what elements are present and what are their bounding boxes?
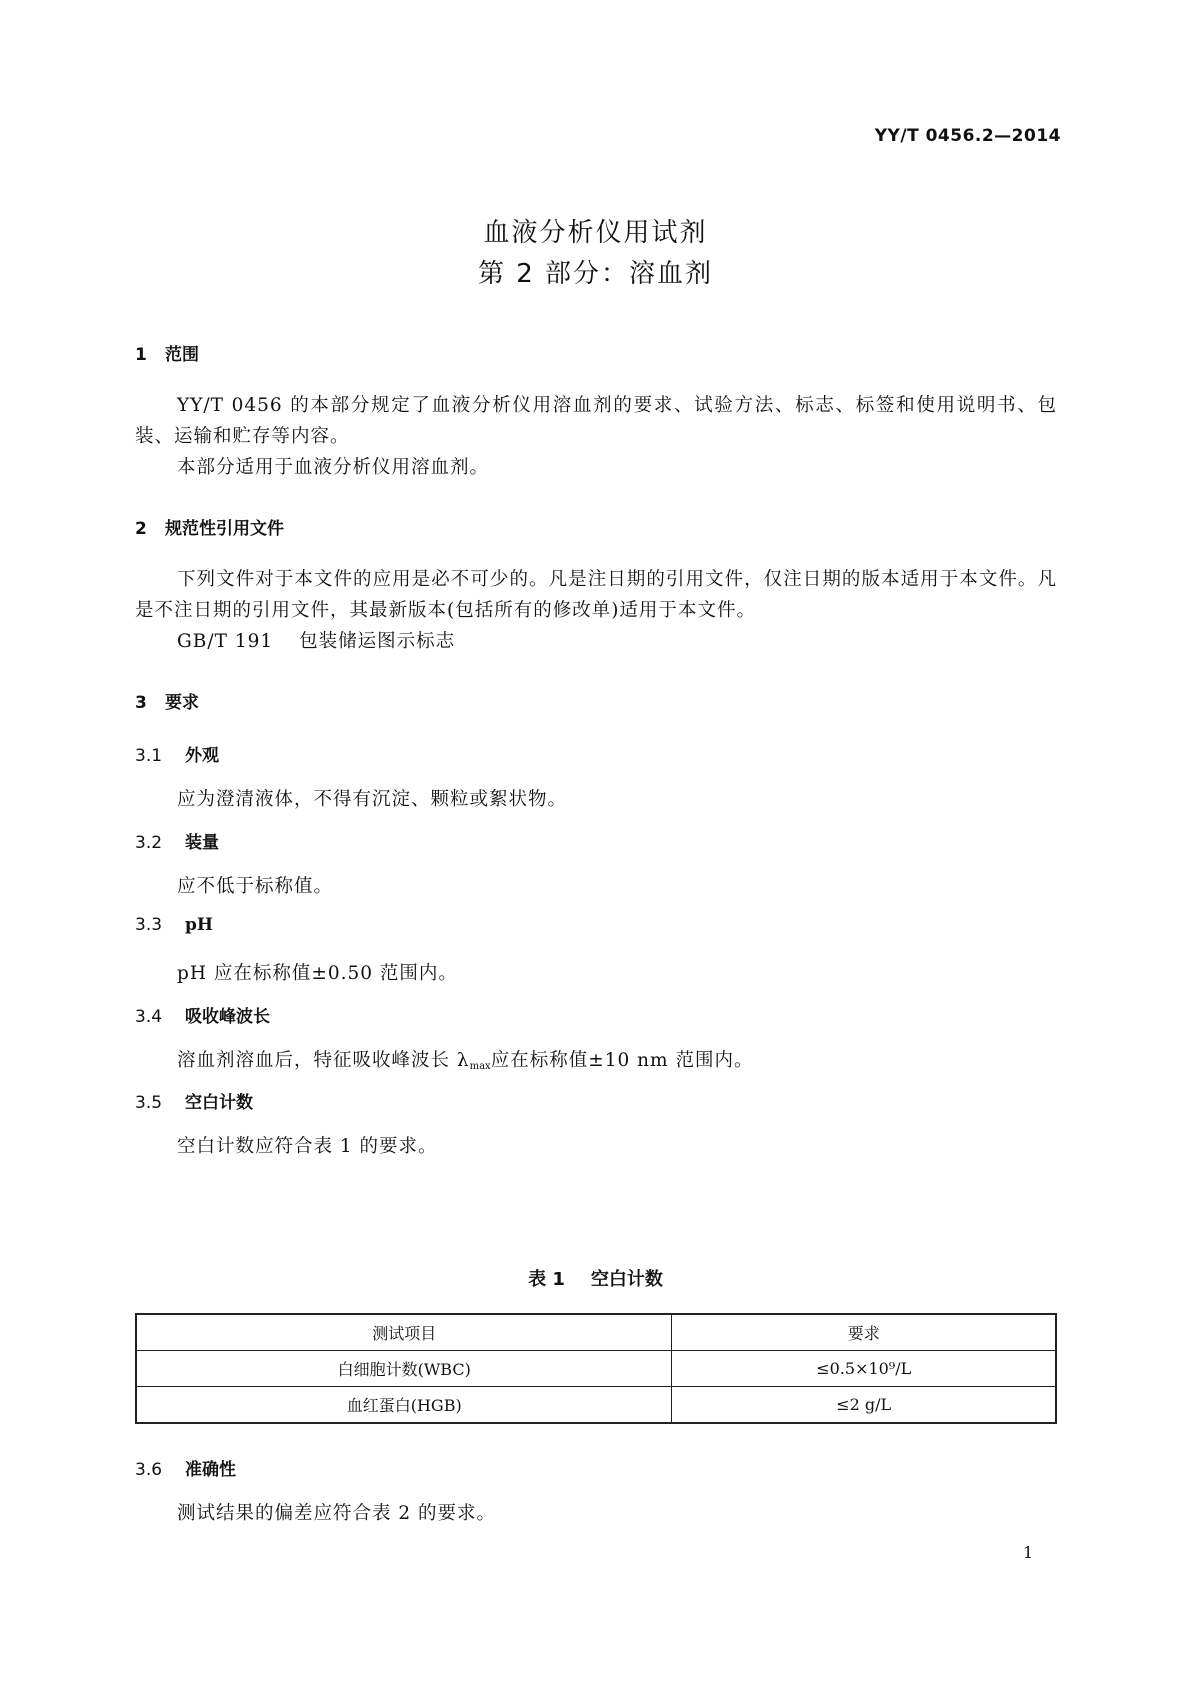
section-3-3-text: pH 应在标称值±0.50 范围内。 xyxy=(177,963,458,984)
table-cell: 血红蛋白(HGB) xyxy=(136,1387,672,1424)
section-number: 1 xyxy=(135,345,147,365)
section-3-3-heading xyxy=(135,915,213,935)
section-title: 准确性 xyxy=(185,1460,236,1480)
section-number: 3.5 xyxy=(135,1093,163,1113)
standard-code: YY/T 0456.2—2014 xyxy=(874,126,1061,146)
table-caption-title: 空白计数 xyxy=(590,1269,663,1290)
table-header-cell: 测试项目 xyxy=(136,1314,672,1351)
text-part: 溶血剂溶血后，特征吸收峰波长 λ xyxy=(177,1050,470,1071)
section-2-paragraph-1: 下列文件对于本文件的应用是必不可少的。凡是注日期的引用文件，仅注日期的版本适用于本文件。凡是不注日期的引用文件，其最新版本(包括所有的修改单)适用于本文件。 xyxy=(135,569,1057,621)
section-3-4-text xyxy=(177,1046,753,1072)
section-title: 规范性引用文件 xyxy=(165,519,284,539)
section-title: pH xyxy=(185,915,213,935)
table-caption-number: 表 1 xyxy=(528,1269,565,1290)
table-row xyxy=(136,1351,1056,1387)
section-3-1-text: 应为澄清液体，不得有沉淀、颗粒或絮状物。 xyxy=(177,789,568,810)
table-header-cell: 要求 xyxy=(672,1314,1056,1351)
table-cell: 白细胞计数(WBC) xyxy=(136,1351,672,1387)
section-title: 吸收峰波长 xyxy=(185,1007,270,1027)
section-3-2-heading xyxy=(135,828,219,853)
section-number: 3.6 xyxy=(135,1460,163,1480)
section-number: 2 xyxy=(135,519,147,539)
section-number: 3 xyxy=(135,693,147,713)
reference-code: GB/T 191 xyxy=(177,631,274,652)
text-part: 应在标称值±10 nm 范围内。 xyxy=(490,1050,754,1071)
section-2-heading xyxy=(135,514,284,539)
section-title: 空白计数 xyxy=(185,1093,253,1113)
section-3-6-heading xyxy=(135,1455,236,1480)
document-subtitle: 第 2 部分：溶血剂 xyxy=(477,259,714,289)
table-cell: ≤0.5×10⁹/L xyxy=(672,1351,1056,1387)
section-title: 范围 xyxy=(165,345,199,365)
section-number: 3.4 xyxy=(135,1007,163,1027)
section-1-paragraph-1: YY/T 0456 的本部分规定了血液分析仪用溶血剂的要求、试验方法、标志、标签和使用说明书、包装、运输和贮存等内容。 xyxy=(135,395,1057,447)
table-row xyxy=(136,1387,1056,1424)
section-title: 装量 xyxy=(185,833,219,853)
table-1-caption xyxy=(0,1265,1191,1291)
reference-title: 包装储运图示标志 xyxy=(299,631,456,652)
document-title: 血液分析仪用试剂 xyxy=(483,218,708,248)
section-3-heading xyxy=(135,688,199,713)
page-number: 1 xyxy=(1023,1543,1034,1562)
section-3-6-text: 测试结果的偏差应符合表 2 的要求。 xyxy=(177,1503,497,1524)
table-header-row xyxy=(136,1314,1056,1351)
section-3-5-text: 空白计数应符合表 1 的要求。 xyxy=(177,1136,438,1157)
section-3-2-text: 应不低于标称值。 xyxy=(177,876,334,897)
section-number: 3.2 xyxy=(135,833,163,853)
section-3-4-heading xyxy=(135,1002,270,1027)
section-1-paragraph-2: 本部分适用于血液分析仪用溶血剂。 xyxy=(177,457,490,478)
normative-reference xyxy=(177,627,455,653)
section-title: 要求 xyxy=(165,693,199,713)
section-3-1-heading xyxy=(135,741,219,766)
section-number: 3.1 xyxy=(135,746,163,766)
section-3-5-heading xyxy=(135,1088,253,1113)
subscript-max: max xyxy=(469,1061,491,1072)
section-title: 外观 xyxy=(185,746,219,766)
blank-count-table xyxy=(135,1313,1057,1424)
section-number: 3.3 xyxy=(135,915,163,935)
section-1-heading xyxy=(135,340,199,365)
table-cell: ≤2 g/L xyxy=(672,1387,1056,1424)
